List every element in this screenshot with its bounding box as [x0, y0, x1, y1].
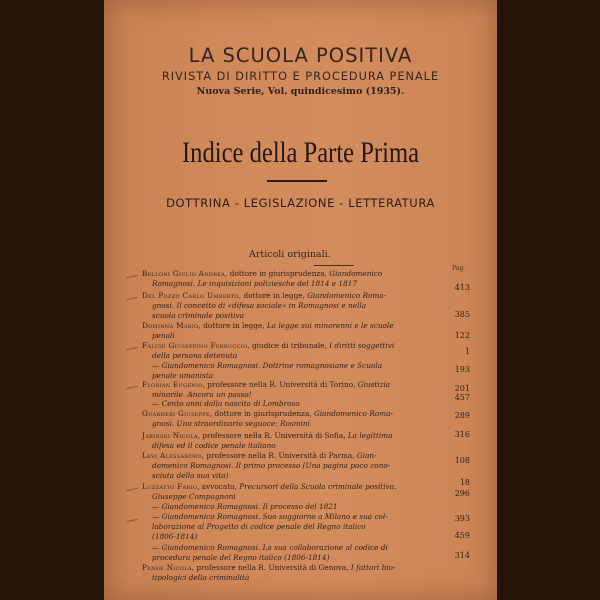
entry-page-number: 1 — [464, 347, 470, 356]
index-entry: — Giandomenico Romagnosi. La sua collaborazione al codice di procedura penale del Regno italico (1806-1814) — [152, 543, 388, 563]
entry-page-number: 314 — [454, 551, 470, 560]
entry-page-number: 289 — [454, 411, 470, 420]
section-heading: DOTTRINA - LEGISLAZIONE - LETTERATURA — [166, 196, 435, 210]
entry-page-number: 385 — [454, 310, 470, 319]
journal-subtitle: RIVISTA DI DIRITTO E PROCEDURA PENALE — [161, 70, 440, 83]
entry-page-number: 108 — [454, 456, 470, 465]
entry-page-number: 193 — [454, 365, 470, 374]
entry-author: Dominna Mario — [142, 321, 199, 330]
entry-author: Del Pozzo Carlo Umberto — [142, 291, 239, 300]
entry-page-number: 413 — [454, 283, 470, 292]
index-entry: — Giandomenico Romagnosi. Suo soggiorno a Milano e sua col- laborazione al Progetto di codice penale del Regno italico (1806-1814) — [152, 512, 388, 542]
title-divider — [267, 180, 327, 182]
entry-author: Guarneri Giuseppe — [142, 409, 210, 418]
entry-page-number: 122 — [454, 331, 470, 340]
entry-author: Falchi Giuseppino Ferruccio — [142, 341, 248, 350]
volume-series: Nuova Serie, Vol. quindicesimo (1935). — [196, 86, 405, 97]
subsection-heading: Articoli originali. — [249, 249, 331, 260]
index-entry: Jabinski Nicola, professore nella R. Università di Sofia, La legittima difesa ed il codice penale italiano — [142, 431, 393, 451]
entry-author: Levi Alessandro — [142, 451, 202, 460]
index-entry: Florian Eugenio, professore nella R. Università di Torino, Giustizia minorile. Ancora un passo! — [142, 380, 391, 400]
pencil-mark — [126, 519, 138, 522]
index-entry: Levi Alessandro, professore nella R. Università di Parma, Gian- domenico Romagnosi. Il primo processo (Una pagina poco cono- sciuta della sua vita) — [142, 451, 391, 481]
index-entry: Guarneri Giuseppe, dottore in giurisprudenza, Giandomenico Roma- gnosi. Uno straordinario seguace: Rosmini — [142, 409, 393, 429]
index-entry: Belloni Giulio Andrea, dottore in giurisprudenza, Giandomenico Romagnosi. Le inquisizioni poliziesche del 1814 e 1817 — [142, 269, 383, 289]
entry-page-number: 393 — [454, 514, 470, 523]
index-entry: — Giandomenico Romagnosi. Il processo del 1821 — [152, 502, 338, 511]
index-entry: Falchi Giuseppino Ferruccio, giudice di tribunale, I diritti soggettivi della persona detenuta — [142, 341, 395, 361]
entry-author: Belloni Giulio Andrea — [142, 269, 226, 278]
pencil-mark — [126, 386, 138, 389]
entry-page-number: 296 — [454, 489, 470, 498]
entry-page-number: 459 — [454, 531, 470, 540]
subsection-divider — [314, 265, 354, 266]
entry-page-number: 316 — [454, 430, 470, 439]
entry-page-number: 18 — [459, 478, 470, 487]
pencil-mark — [126, 275, 138, 278]
index-entry: Dominna Mario, dottore in legge, La legge sui minorenni e le scuole penali — [142, 321, 394, 341]
entry-author: Florian Eugenio — [142, 380, 203, 389]
entry-page-number: 457 — [454, 393, 470, 402]
entry-page-number: 201 — [454, 384, 470, 393]
pencil-mark — [126, 347, 138, 350]
entry-author: Pende Nicola — [142, 563, 192, 572]
index-entry: — Giandomenico Romagnosi. Dottrine romagnosiane e Scuola penale umanista — [152, 361, 383, 381]
pencil-mark — [126, 297, 138, 300]
book-page — [104, 0, 497, 600]
index-entry: — Cento anni dalla nascita di Lombroso — [152, 399, 300, 408]
journal-title: LA SCUOLA POSITIVA — [188, 44, 413, 67]
entry-author: Luzzatto Fabio — [142, 482, 198, 491]
index-entry: Luzzatto Fabio, avvocato, Precursori della Scuola criminale positiva. Giuseppe Compagnoni — [142, 482, 397, 502]
entry-author: Jabinski Nicola — [142, 431, 198, 440]
pencil-mark — [126, 488, 138, 491]
page-title: Indice della Parte Prima — [181, 136, 420, 169]
page-column-label: Pag. — [452, 265, 466, 272]
index-entry: Del Pozzo Carlo Umberto, dottore in legge, Giandomenico Roma- gnosi. Il concetto di «difesa sociale» in Romagnosi e nella scuola criminale positiva — [142, 291, 387, 321]
index-entry: Pende Nicola, professore nella R. Università di Genova, I fattori bio- tipologici della criminalità — [142, 563, 396, 583]
